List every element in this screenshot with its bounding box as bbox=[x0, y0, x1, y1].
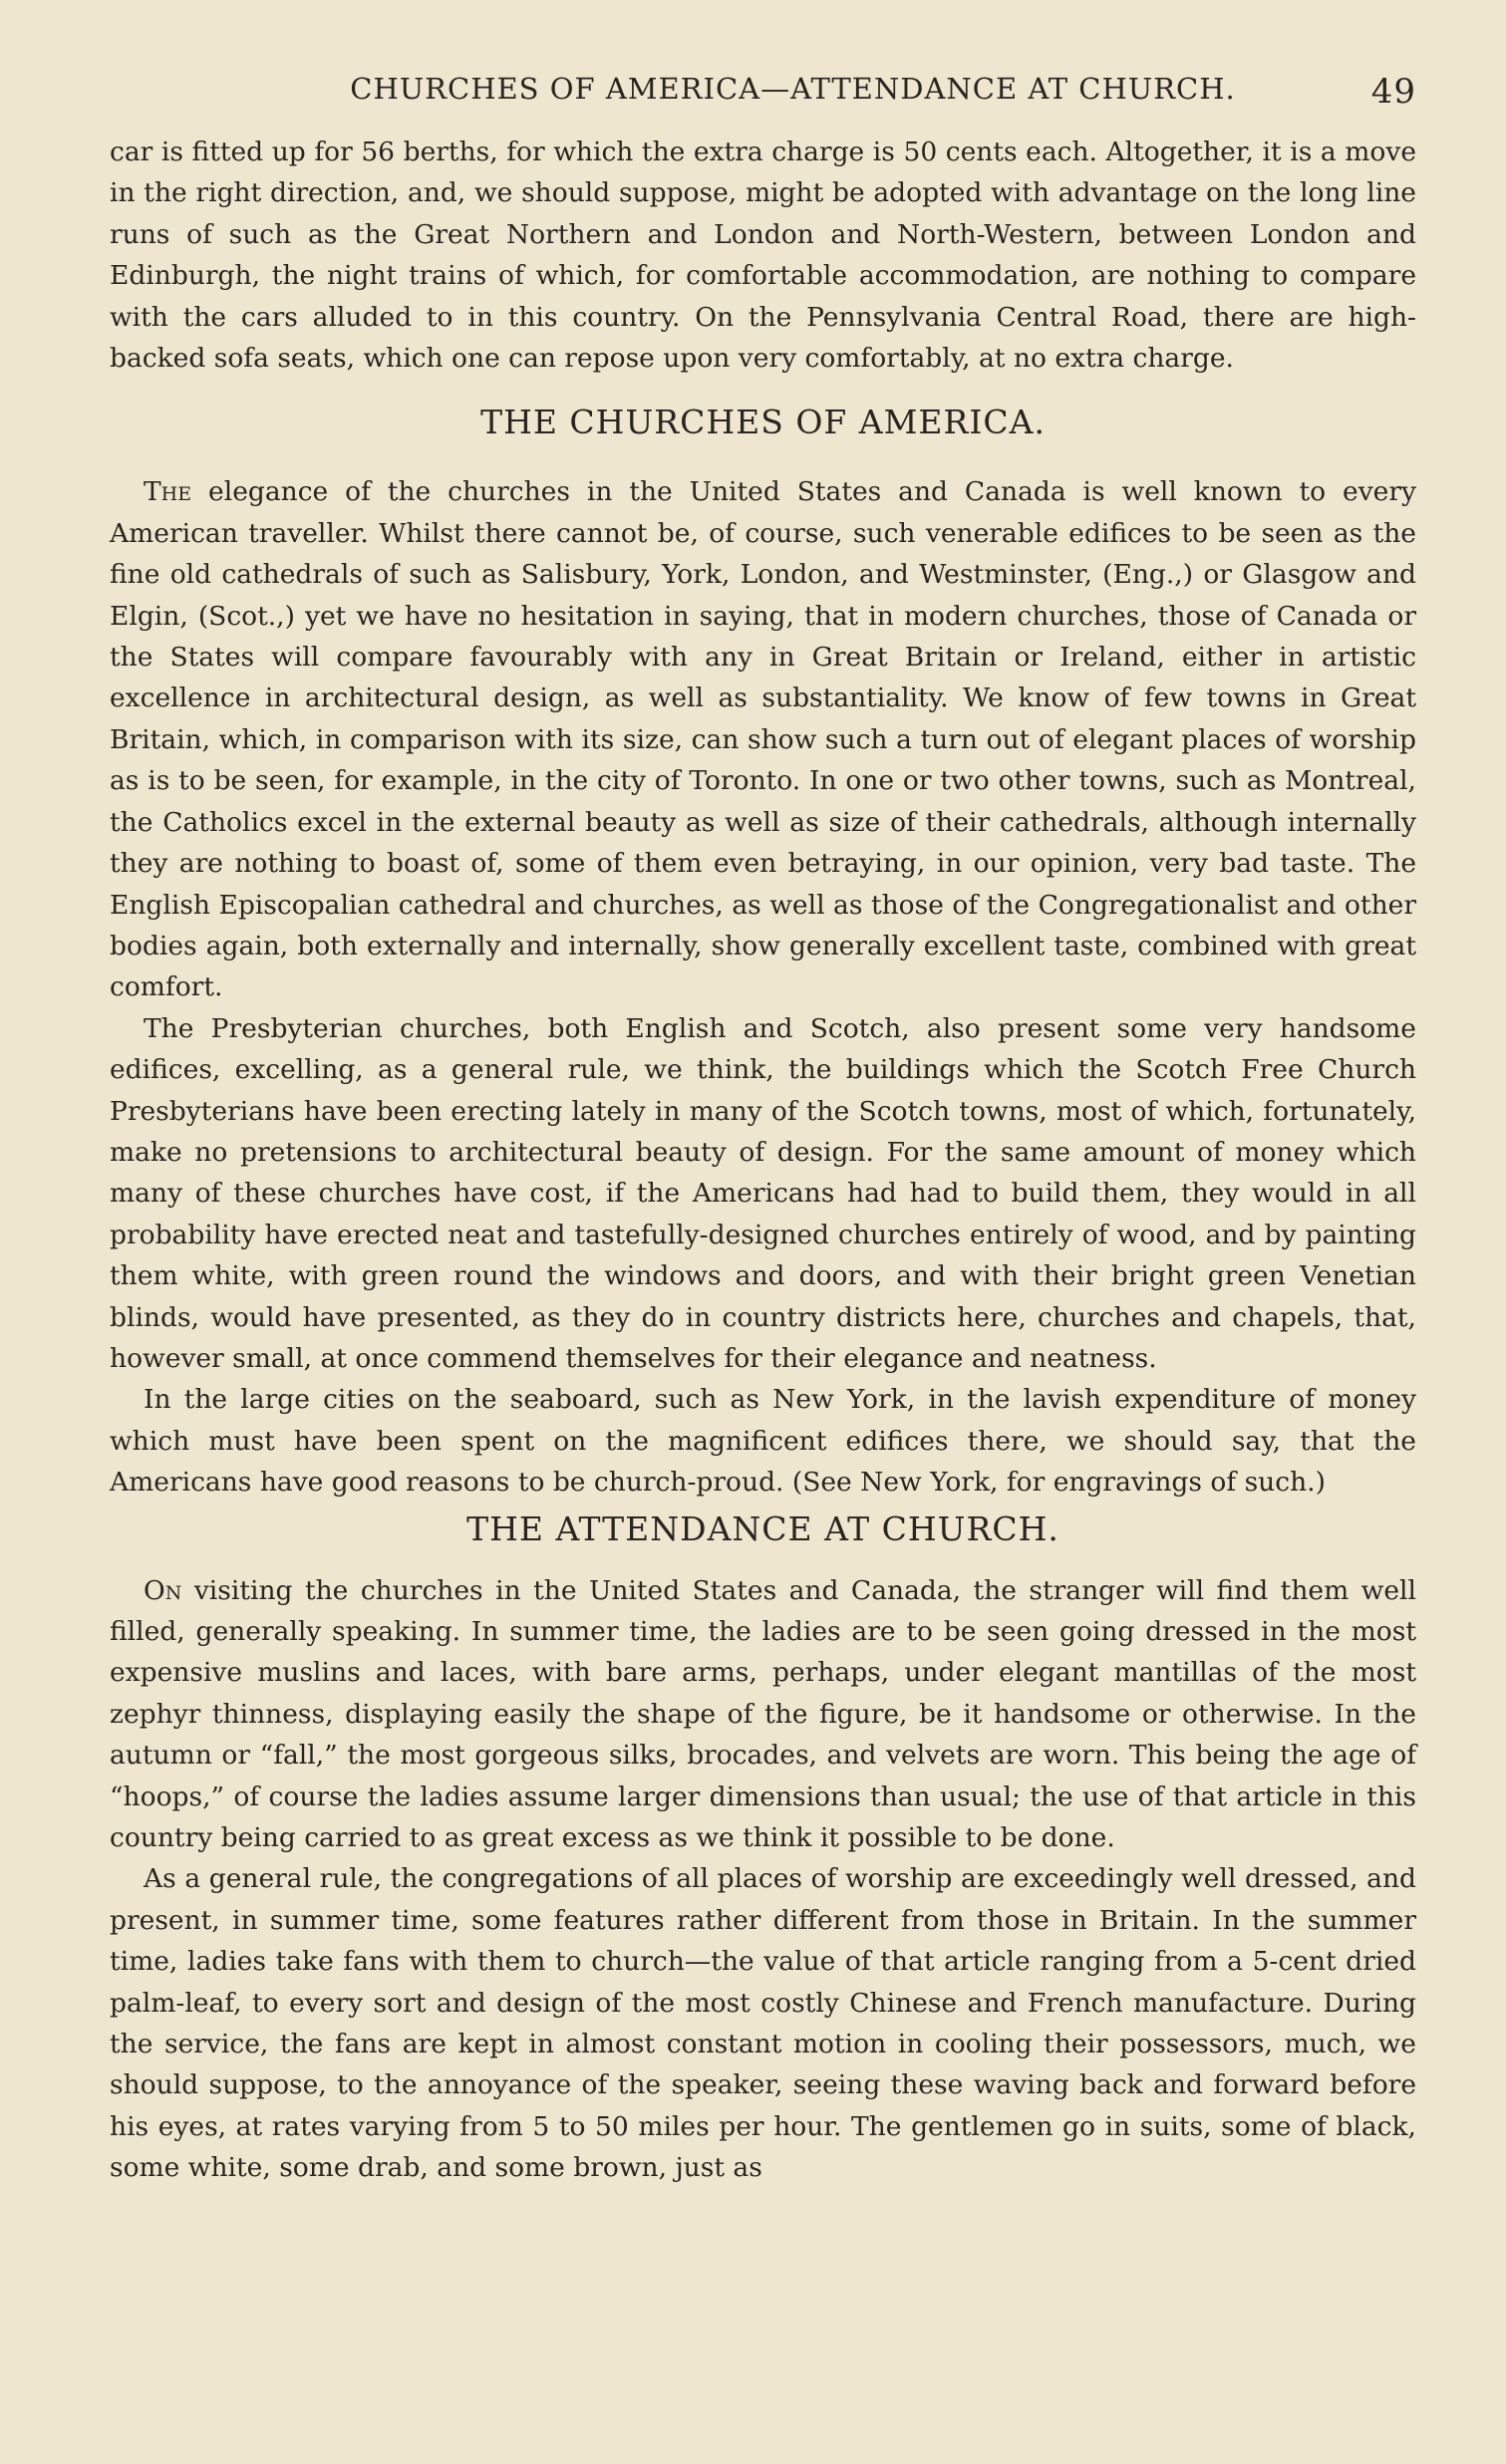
churches-paragraph-1-text: elegance of the churches in the United States and Canada is well known to every American traveller. Whilst there cannot be, of course, such venerable edifices to be seen as the fine old cathedrals of such as Salisbury, York, London, and Westminster, (Eng.,) or Glasgow and Elgin, (Scot.,) yet we have no hesitation in saying, that in modern churches, those of Canada or the States will compare favourably with any in Great Britain or Ireland, either in artistic excellence in architectural design, as well as substantiality. We know of few towns in Great Britain, which, in comparison with its size, can show such a turn out of elegant places of worship as is to be seen, for example, in the city of Toronto. In one or two other towns, such as Montreal, the Catholics excel in the external beauty as well as size of their cathedrals, although internally they are nothing to boast of, some of them even betraying, in our opinion, very bad taste. The English Episcopalian cathedral and churches, as well as those of the Congregationalist and other bodies again, both externally and internally, show generally excellent taste, combined with great comfort. bbox=[110, 476, 1416, 1003]
section-heading-attendance: THE ATTENDANCE AT CHURCH. bbox=[466, 1508, 1059, 1548]
running-head-title: CHURCHES OF AMERICA—ATTENDANCE AT CHURCH. bbox=[350, 72, 1236, 106]
running-head bbox=[110, 72, 1416, 132]
attendance-paragraph-2: As a general rule, the congregations of all places of worship are exceedingly well dressed, and present, in summer time, some features rather different from those in Britain. In the summer time, ladies take fans with them to church—the value of that article ranging from a 5-cent dried palm-leaf, to every sort and design of the most costly Chinese and French manufacture. During the service, the fans are kept in almost constant motion in cooling their possessors, much, we should suppose, to the annoyance of the speaker, seeing these waving back and forward before his eyes, at rates varying from 5 to 50 miles per hour. The gentlemen go in suits, some of black, some white, some drab, and some brown, just as bbox=[110, 1863, 1416, 2184]
attendance-paragraph-1-text: visiting the churches in the United States and Canada, the stranger will find them well filled, generally speaking. In summer time, the ladies are to be seen going dressed in the most expensive muslins and laces, with bare arms, perhaps, under elegant mantillas of the most zephyr thinness, displaying easily the shape of the figure, be it handsome or otherwise. In the autumn or “fall,” the most gorgeous silks, brocades, and velvets are worn. This being the age of “hoops,” of course the ladies assume larger dimensions than usual; the use of that article in this country being carried to as great excess as we think it possible to be done. bbox=[110, 1574, 1416, 1854]
churches-paragraph-2: The Presbyterian churches, both English and Scotch, also present some very handsome edifices, excelling, as a general rule, we think, the buildings which the Scotch Free Church Presbyterians have been erecting lately in many of the Scotch towns, most of which, fortunately, make no pretensions to architectural beauty of design. For the same amount of money which many of these churches have cost, if the Americans had had to build them, they would in all probability have erected neat and tastefully-designed churches entirely of wood, and by painting them white, with green round the windows and doors, and with their bright green Venetian blinds, would have presented, as they do in country districts here, churches and chapels, that, however small, at once commend themselves for their elegance and neatness. bbox=[110, 1012, 1416, 1374]
attendance-paragraph-1 bbox=[110, 1570, 1416, 1859]
churches-paragraph-1 bbox=[110, 471, 1416, 1007]
attendance-paragraph-1-lead: On bbox=[144, 1574, 182, 1606]
churches-paragraph-1-lead: The bbox=[144, 476, 192, 508]
section-heading-churches: THE CHURCHES OF AMERICA. bbox=[480, 403, 1046, 442]
page-number: 49 bbox=[1370, 72, 1416, 112]
churches-paragraph-3: In the large cities on the seaboard, such as New York, in the lavish expenditure of money which must have been spent on the magnificent edifices there, we should say, that the Americans have good reasons to be church-proud. (See New York, for engravings of such.) bbox=[110, 1384, 1416, 1499]
intro-paragraph: car is fitted up for 56 berths, for which the extra charge is 50 cents each. Altogether, it is a move in the right direction, and, we should suppose, might be adopted with advantage on the long line runs of such as the Great Northern and London and North-Western, between London and Edinburgh, the night trains of which, for comfortable accommodation, are nothing to compare with the cars alluded to in this country. On the Pennsylvania Central Road, there are high-backed sofa seats, which one can repose upon very comfortably, at no extra charge. bbox=[110, 137, 1416, 375]
